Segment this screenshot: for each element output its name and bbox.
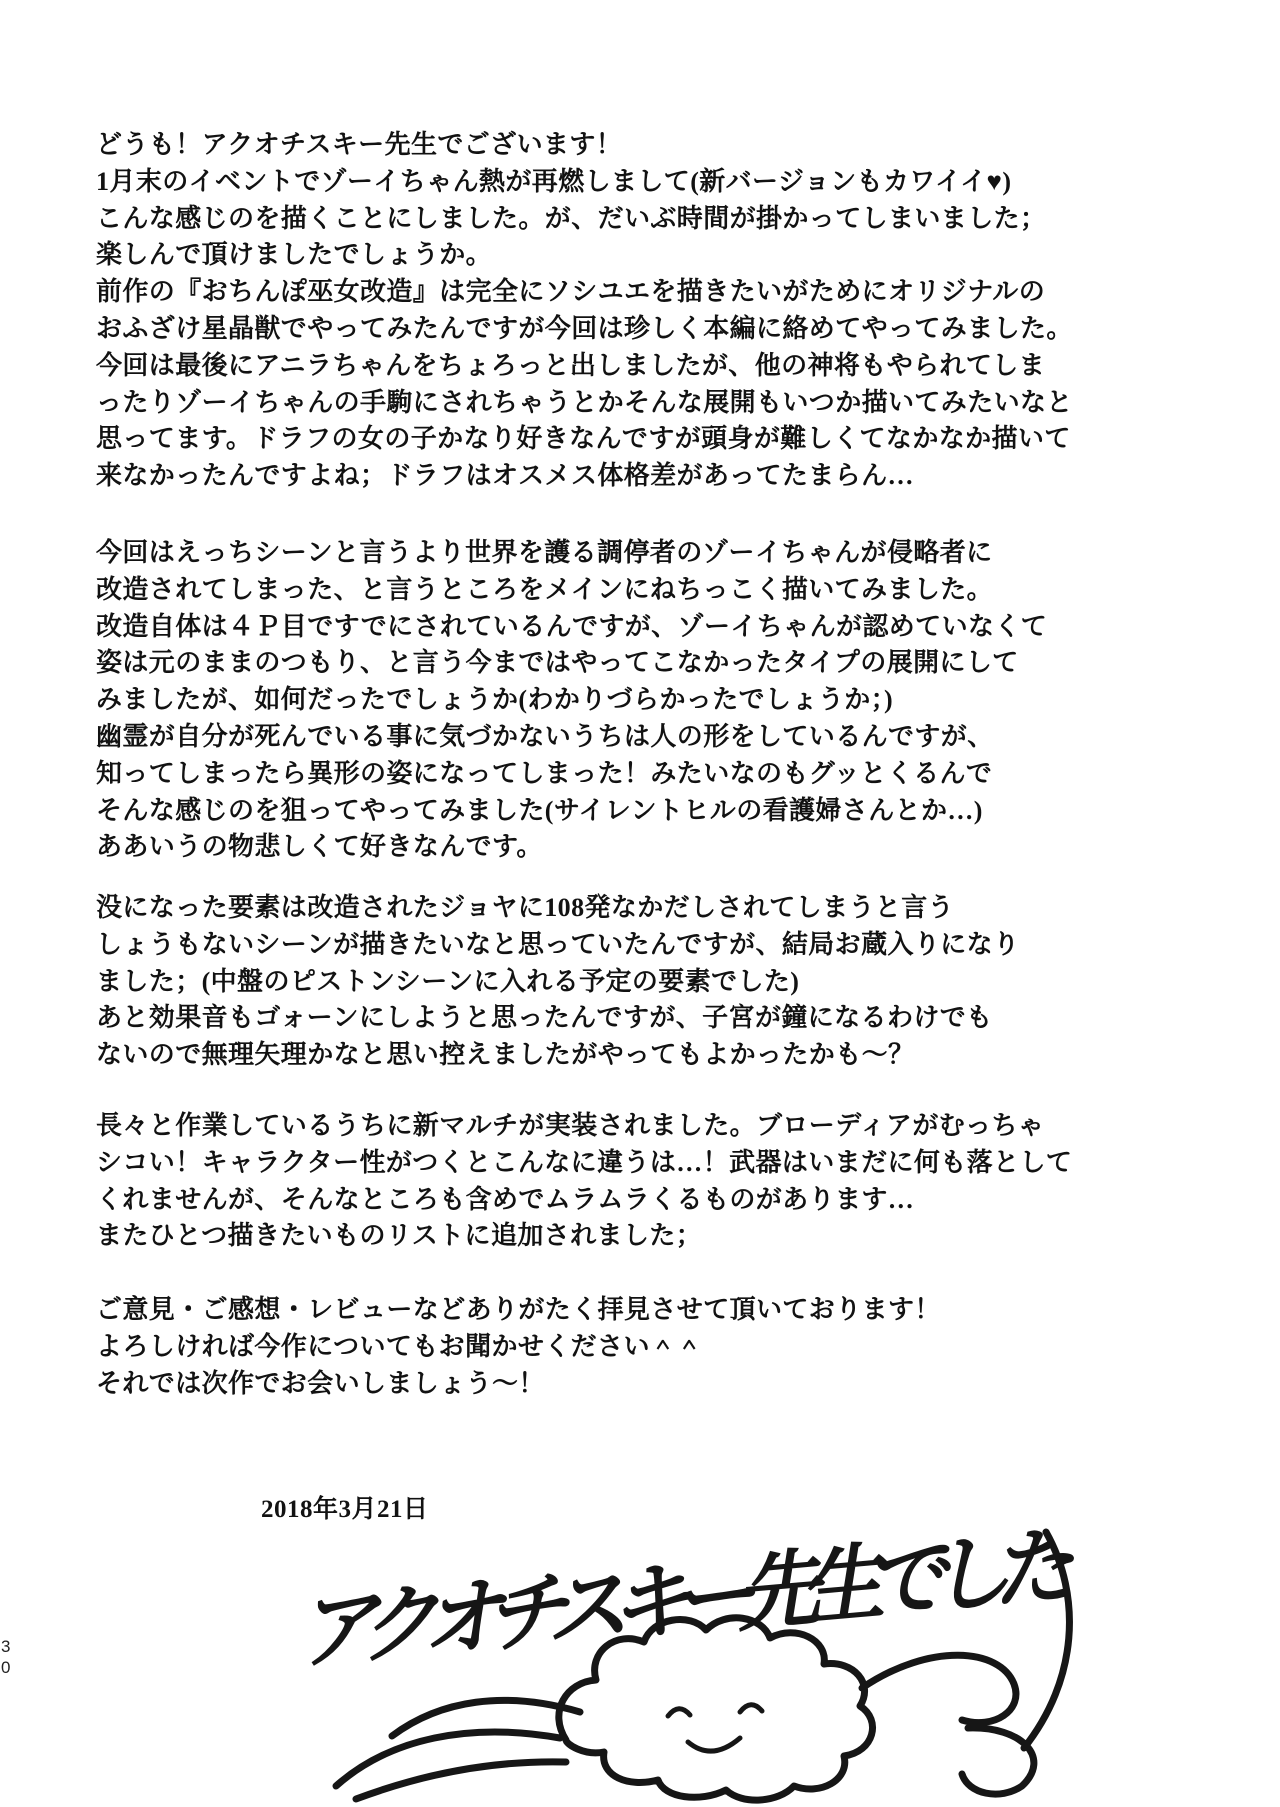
text-line: またひとつ描きたいものリストに追加されました；	[96, 1221, 703, 1251]
text-line: 思ってます。ドラフの女の子かなり好きなんですが頭身が難しくてなかなか描いて	[96, 424, 1071, 454]
text-line: どうも！アクオチスキー先生でございます！	[96, 130, 623, 159]
text-line: 来なかったんですよね；ドラフはオスメス体格差があってたまらん…	[96, 461, 914, 491]
text-line: 幽霊が自分が死んでいる事に気づかないうちは人の形をしているんですが、	[96, 721, 994, 751]
afterword-paragraph-4	[96, 1108, 1072, 1255]
text-line: こんな感じのを描くことにしました。が、だいぶ時間が掛かってしまいました；	[96, 203, 1047, 233]
text-line: そんな感じのを狙ってやってみました(サイレントヒルの看護婦さんとか…)	[96, 795, 983, 825]
text-line: おふざけ星晶獣でやってみたんですが今回は珍しく本編に絡めてやってみました。	[96, 313, 1073, 343]
afterword-paragraph-2	[96, 535, 1047, 866]
text-line: ないので無理矢理かなと思い控えましたがやってもよかったかも〜？	[96, 1040, 915, 1070]
date-line: 2018年3月21日	[261, 1496, 429, 1523]
text-line: 楽しんで頂けましたでしょうか。	[96, 240, 493, 270]
text-line: 前作の『おちんぽ巫女改造』は完全にソシユエを描きたいがためにオリジナルの	[96, 277, 1046, 307]
page-number	[1, 1636, 10, 1678]
text-line: みましたが、如何だったでしょうか(わかりづらかったでしょうか；)	[96, 685, 894, 715]
text-line: 長々と作業しているうちに新マルチが実装されました。ブローディアがむっちゃ	[96, 1111, 1045, 1140]
text-line: あと効果音もゴォーンにしようと思ったんですが、子宮が鐘になるわけでも	[96, 1003, 993, 1033]
text-line: 姿は元のままのつもり、と言う今まではやってこなかったタイプの展開にして	[96, 648, 1019, 678]
page-number-digit: 3	[1, 1637, 11, 1656]
mascot-doodle-icon	[336, 1532, 1069, 1800]
text-line: ました；(中盤のピストンシーンに入れる予定の要素でした)	[96, 966, 800, 996]
text-line: しょうもないシーンが描きたいなと思っていたんですが、結局お蔵入りになり	[96, 929, 1020, 959]
artist-signature: アクオチスキー先生でした	[294, 1516, 1070, 1684]
afterword-paragraph-5	[96, 1292, 941, 1402]
text-line: 今回はえっちシーンと言うより世界を護る調停者のゾーイちゃんが侵略者に	[96, 538, 993, 567]
text-line: よろしければ今作についてもお聞かせください＾＾	[96, 1331, 703, 1361]
afterword-paragraph-1	[96, 127, 1073, 495]
text-line: それでは次作でお会いしましょう〜！	[96, 1368, 545, 1398]
text-line: 1月末のイベントでゾーイちゃん熱が再燃しまして(新バージョンもカワイイ♥)	[96, 166, 1012, 196]
text-line: 知ってしまったら異形の姿になってしまった！みたいなのもグッとくるんで	[96, 758, 993, 788]
text-line: くれませんが、そんなところも含めでムラムラくるものがあります…	[96, 1184, 915, 1214]
text-line: ったりゾーイちゃんの手駒にされちゃうとかそんな展開もいつか描いてみたいなと	[96, 387, 1073, 417]
text-line: 改造自体は４Ｐ目ですでにされているんですが、ゾーイちゃんが認めていなくて	[96, 611, 1048, 641]
text-line: 今回は最後にアニラちゃんをちょろっと出しましたが、他の神将もやられてしま	[96, 350, 1046, 380]
text-line: 改造されてしまった、と言うところをメインにねちっこく描いてみました。	[96, 574, 994, 604]
text-line: シコい！キャラクター性がつくとこんなに違うは…！武器はいまだに何も落として	[96, 1147, 1073, 1177]
text-line: ご意見・ご感想・レビューなどありがたく拝見させて頂いております！	[96, 1295, 941, 1324]
page-number-digit: 0	[1, 1658, 11, 1677]
afterword-paragraph-3	[96, 890, 1019, 1074]
text-line: ああいうの物悲しくて好きなんです。	[96, 832, 543, 862]
text-line: 没になった要素は改造されたジョヤに108発なかだしされてしまうと言う	[96, 893, 955, 922]
